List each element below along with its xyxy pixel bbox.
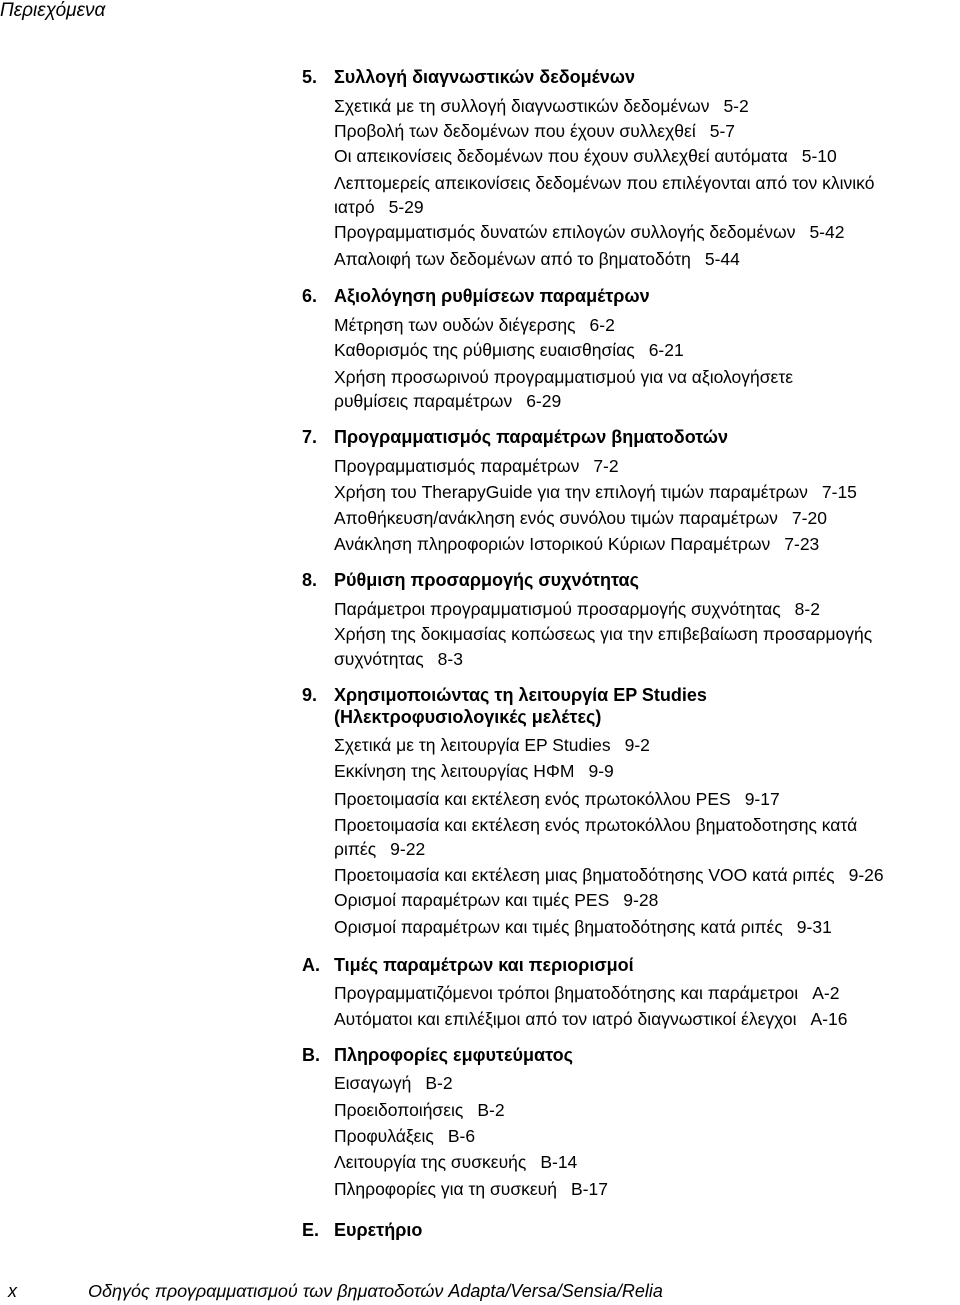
page-footer: [0, 1279, 960, 1305]
chapter-number: 6.: [302, 286, 318, 306]
toc-entry: [334, 1150, 960, 1174]
toc-entry-page: 7-15: [821, 482, 857, 502]
toc-entry-page: 5-10: [801, 146, 837, 166]
chapter-title: Ευρετήριο: [334, 1220, 423, 1240]
toc-entry: [334, 597, 960, 621]
toc-entry-page: 8-3: [437, 649, 463, 669]
toc-entry-text: ιατρό: [334, 197, 375, 217]
toc-entry-page: 9-17: [744, 789, 780, 809]
toc-entry: [334, 863, 960, 887]
toc-entry: [334, 119, 960, 143]
toc-entry-page: B-2: [477, 1100, 505, 1120]
chapter-title: Τιμές παραμέτρων και περιορισμοί: [334, 955, 634, 975]
toc-entry: [334, 220, 960, 244]
toc-entry-text: Ορισμοί παραμέτρων και τιμές βηματοδότησης κατά ριπές: [334, 917, 783, 937]
chapter-number: A.: [302, 955, 320, 975]
chapter-number: 8.: [302, 570, 318, 590]
toc-entry-text: Αποθήκευση/ανάκληση ενός συνόλου τιμών παραμέτρων: [334, 508, 778, 528]
toc-entry: [334, 365, 960, 389]
toc-entry-text: Λεπτομερείς απεικονίσεις δεδομένων που επιλέγονται από τον κλινικό: [334, 173, 875, 193]
toc-entry: [334, 171, 960, 195]
chapter-number: 9.: [302, 685, 318, 705]
page-number: x: [8, 1281, 17, 1301]
toc-entry-text: Σχετικά με τη λειτουργία EP Studies: [334, 735, 611, 755]
toc-entry: [334, 888, 960, 912]
chapter-title: Ρύθμιση προσαρμογής συχνότητας: [334, 570, 639, 590]
toc-entry-page: A-16: [810, 1009, 848, 1029]
toc-entry: [334, 480, 960, 504]
toc-entry-page: 7-20: [791, 508, 827, 528]
running-head: Περιεχόμενα: [0, 0, 106, 21]
toc-entry-page: 6-21: [648, 340, 684, 360]
toc-entry-page: 6-2: [589, 315, 615, 335]
toc-entry-page: 5-2: [723, 96, 749, 116]
toc-entry: [334, 1124, 960, 1148]
toc-entry-text: ρυθμίσεις παραμέτρων: [334, 391, 513, 411]
toc-entry: [334, 532, 960, 556]
toc-entry-page: 5-7: [709, 121, 736, 141]
toc-entry-text: Οι απεικονίσεις δεδομένων που έχουν συλλεχθεί αυτόματα: [334, 146, 788, 166]
toc-entry-text: Πληροφορίες για τη συσκευή: [334, 1179, 557, 1199]
toc-entry-page: 7-2: [593, 456, 619, 476]
chapter-number: 5.: [302, 67, 318, 87]
toc-entry: [334, 338, 960, 362]
chapter-number: 7.: [302, 427, 318, 447]
toc-entry-text: Χρήση της δοκιμασίας κοπώσεως για την επιβεβαίωση προσαρμογής: [334, 624, 873, 644]
toc-entry: [334, 1098, 960, 1122]
toc-entry-text: Προγραμματισμός παραμέτρων: [334, 456, 580, 476]
toc-entry-text: ριπές: [334, 839, 377, 859]
toc-entry: [334, 759, 960, 783]
toc-entry: [334, 647, 960, 671]
toc-entry-page: B-2: [425, 1073, 453, 1093]
toc-entry-page: 5-44: [704, 249, 740, 269]
toc-entry-text: Σχετικά με τη συλλογή διαγνωστικών δεδομένων: [334, 96, 710, 116]
toc-entry-text: Λειτουργία της συσκευής: [334, 1152, 527, 1172]
toc-entry: [334, 454, 960, 478]
toc-entry-text: Εισαγωγή: [334, 1073, 412, 1093]
toc-entry-text: Καθορισμός της ρύθμισης ευαισθησίας: [334, 340, 635, 360]
toc-entry-text: Προετοιμασία και εκτέλεση ενός πρωτοκόλλου βηματοδοτησης κατά: [334, 815, 858, 835]
toc-entry: [334, 94, 960, 118]
chapter-title-continued: (Ηλεκτροφυσιολογικές μελέτες): [334, 707, 602, 727]
chapter-title: Συλλογή διαγνωστικών δεδομένων: [334, 67, 636, 87]
toc-entry-text: Ορισμοί παραμέτρων και τιμές PES: [334, 890, 610, 910]
toc-entry-page: A-2: [812, 983, 840, 1003]
toc-entry-text: Αυτόματοι και επιλέξιμοι από τον ιατρό διαγνωστικοί έλεγχοι: [334, 1009, 797, 1029]
toc-entry-text: Προειδοποιήσεις: [334, 1100, 464, 1120]
chapter-title: Χρησιμοποιώντας τη λειτουργία EP Studies: [334, 685, 707, 705]
toc-entry-page: 7-23: [784, 534, 820, 554]
toc-entry-page: 9-28: [623, 890, 659, 910]
toc-entry-page: B-14: [540, 1152, 578, 1172]
toc-entry-page: 5-42: [809, 222, 845, 242]
toc-entry-page: 9-2: [624, 735, 650, 755]
toc-entry-text: Προφυλάξεις: [334, 1126, 434, 1146]
toc-entry-text: Χρήση του TherapyGuide για την επιλογή τιμών παραμέτρων: [334, 482, 808, 502]
toc-entry: [334, 195, 960, 219]
toc-entry-text: συχνότητας: [334, 649, 424, 669]
toc-entry-page: 9-31: [796, 917, 832, 937]
toc-entry-text: Ανάκληση πληροφοριών Ιστορικού Κύριων Παραμέτρων: [334, 534, 771, 554]
toc-entry-text: Χρήση προσωρινού προγραμματισμού για να αξιολογήσετε: [334, 367, 794, 387]
toc-entry-text: Προετοιμασία και εκτέλεση ενός πρωτοκόλλου PES: [334, 789, 731, 809]
toc-entry: [334, 247, 960, 271]
toc-entry-text: Απαλοιφή των δεδομένων από το βηματοδότη: [334, 249, 691, 269]
toc-entry: [334, 813, 960, 837]
toc-entry: [334, 144, 960, 168]
toc-entry-page: B-17: [570, 1179, 608, 1199]
toc-entry: [334, 837, 960, 861]
toc-entry: [334, 389, 960, 413]
toc-entry-page: 5-29: [388, 197, 424, 217]
chapter-number: E.: [302, 1220, 320, 1240]
toc-entry-page: 8-2: [794, 599, 820, 619]
toc-entry-text: Προετοιμασία και εκτέλεση μιας βηματοδότησης VOO κατά ριπές: [334, 865, 835, 885]
toc-entry: [334, 622, 960, 646]
toc-entry: [334, 1071, 960, 1095]
toc-entry: [334, 787, 960, 811]
toc-entry-text: Παράμετροι προγραμματισμού προσαρμογής συχνότητας: [334, 599, 781, 619]
toc-entry-text: Προγραμματιζόμενοι τρόποι βηματοδότησης και παράμετροι: [334, 983, 799, 1003]
toc-entry: [334, 915, 960, 939]
toc-entry-text: Εκκίνηση της λειτουργίας ΗΦΜ: [334, 761, 575, 781]
chapter-title: Αξιολόγηση ρυθμίσεων παραμέτρων: [334, 286, 650, 306]
toc-entry: [334, 1007, 960, 1031]
toc-entry-page: 6-29: [526, 391, 562, 411]
toc-entry: [334, 1177, 960, 1201]
toc-entry-page: 9-9: [588, 761, 614, 781]
toc-entry-text: Προγραμματισμός δυνατών επιλογών συλλογής δεδομένων: [334, 222, 796, 242]
toc-entry: [334, 733, 960, 757]
chapter-title: Προγραμματισμός παραμέτρων βηματοδοτών: [334, 427, 728, 447]
toc-entry-page: 9-22: [390, 839, 426, 859]
toc-entry: [334, 506, 960, 530]
toc-entry-page: B-6: [447, 1126, 476, 1146]
toc-entry-text: Μέτρηση των ουδών διέγερσης: [334, 315, 576, 335]
toc-entry-page: 9-26: [848, 865, 884, 885]
chapter-number: B.: [302, 1045, 320, 1065]
chapter-title: Πληροφορίες εμφυτεύματος: [334, 1045, 573, 1065]
toc-entry: [334, 313, 960, 337]
toc-entry: [334, 981, 960, 1005]
book-title: Οδηγός προγραμματισμού των βηματοδοτών Adapta/Versa/Sensia/Relia: [88, 1281, 663, 1301]
toc-entry-text: Προβολή των δεδομένων που έχουν συλλεχθεί: [334, 121, 696, 141]
